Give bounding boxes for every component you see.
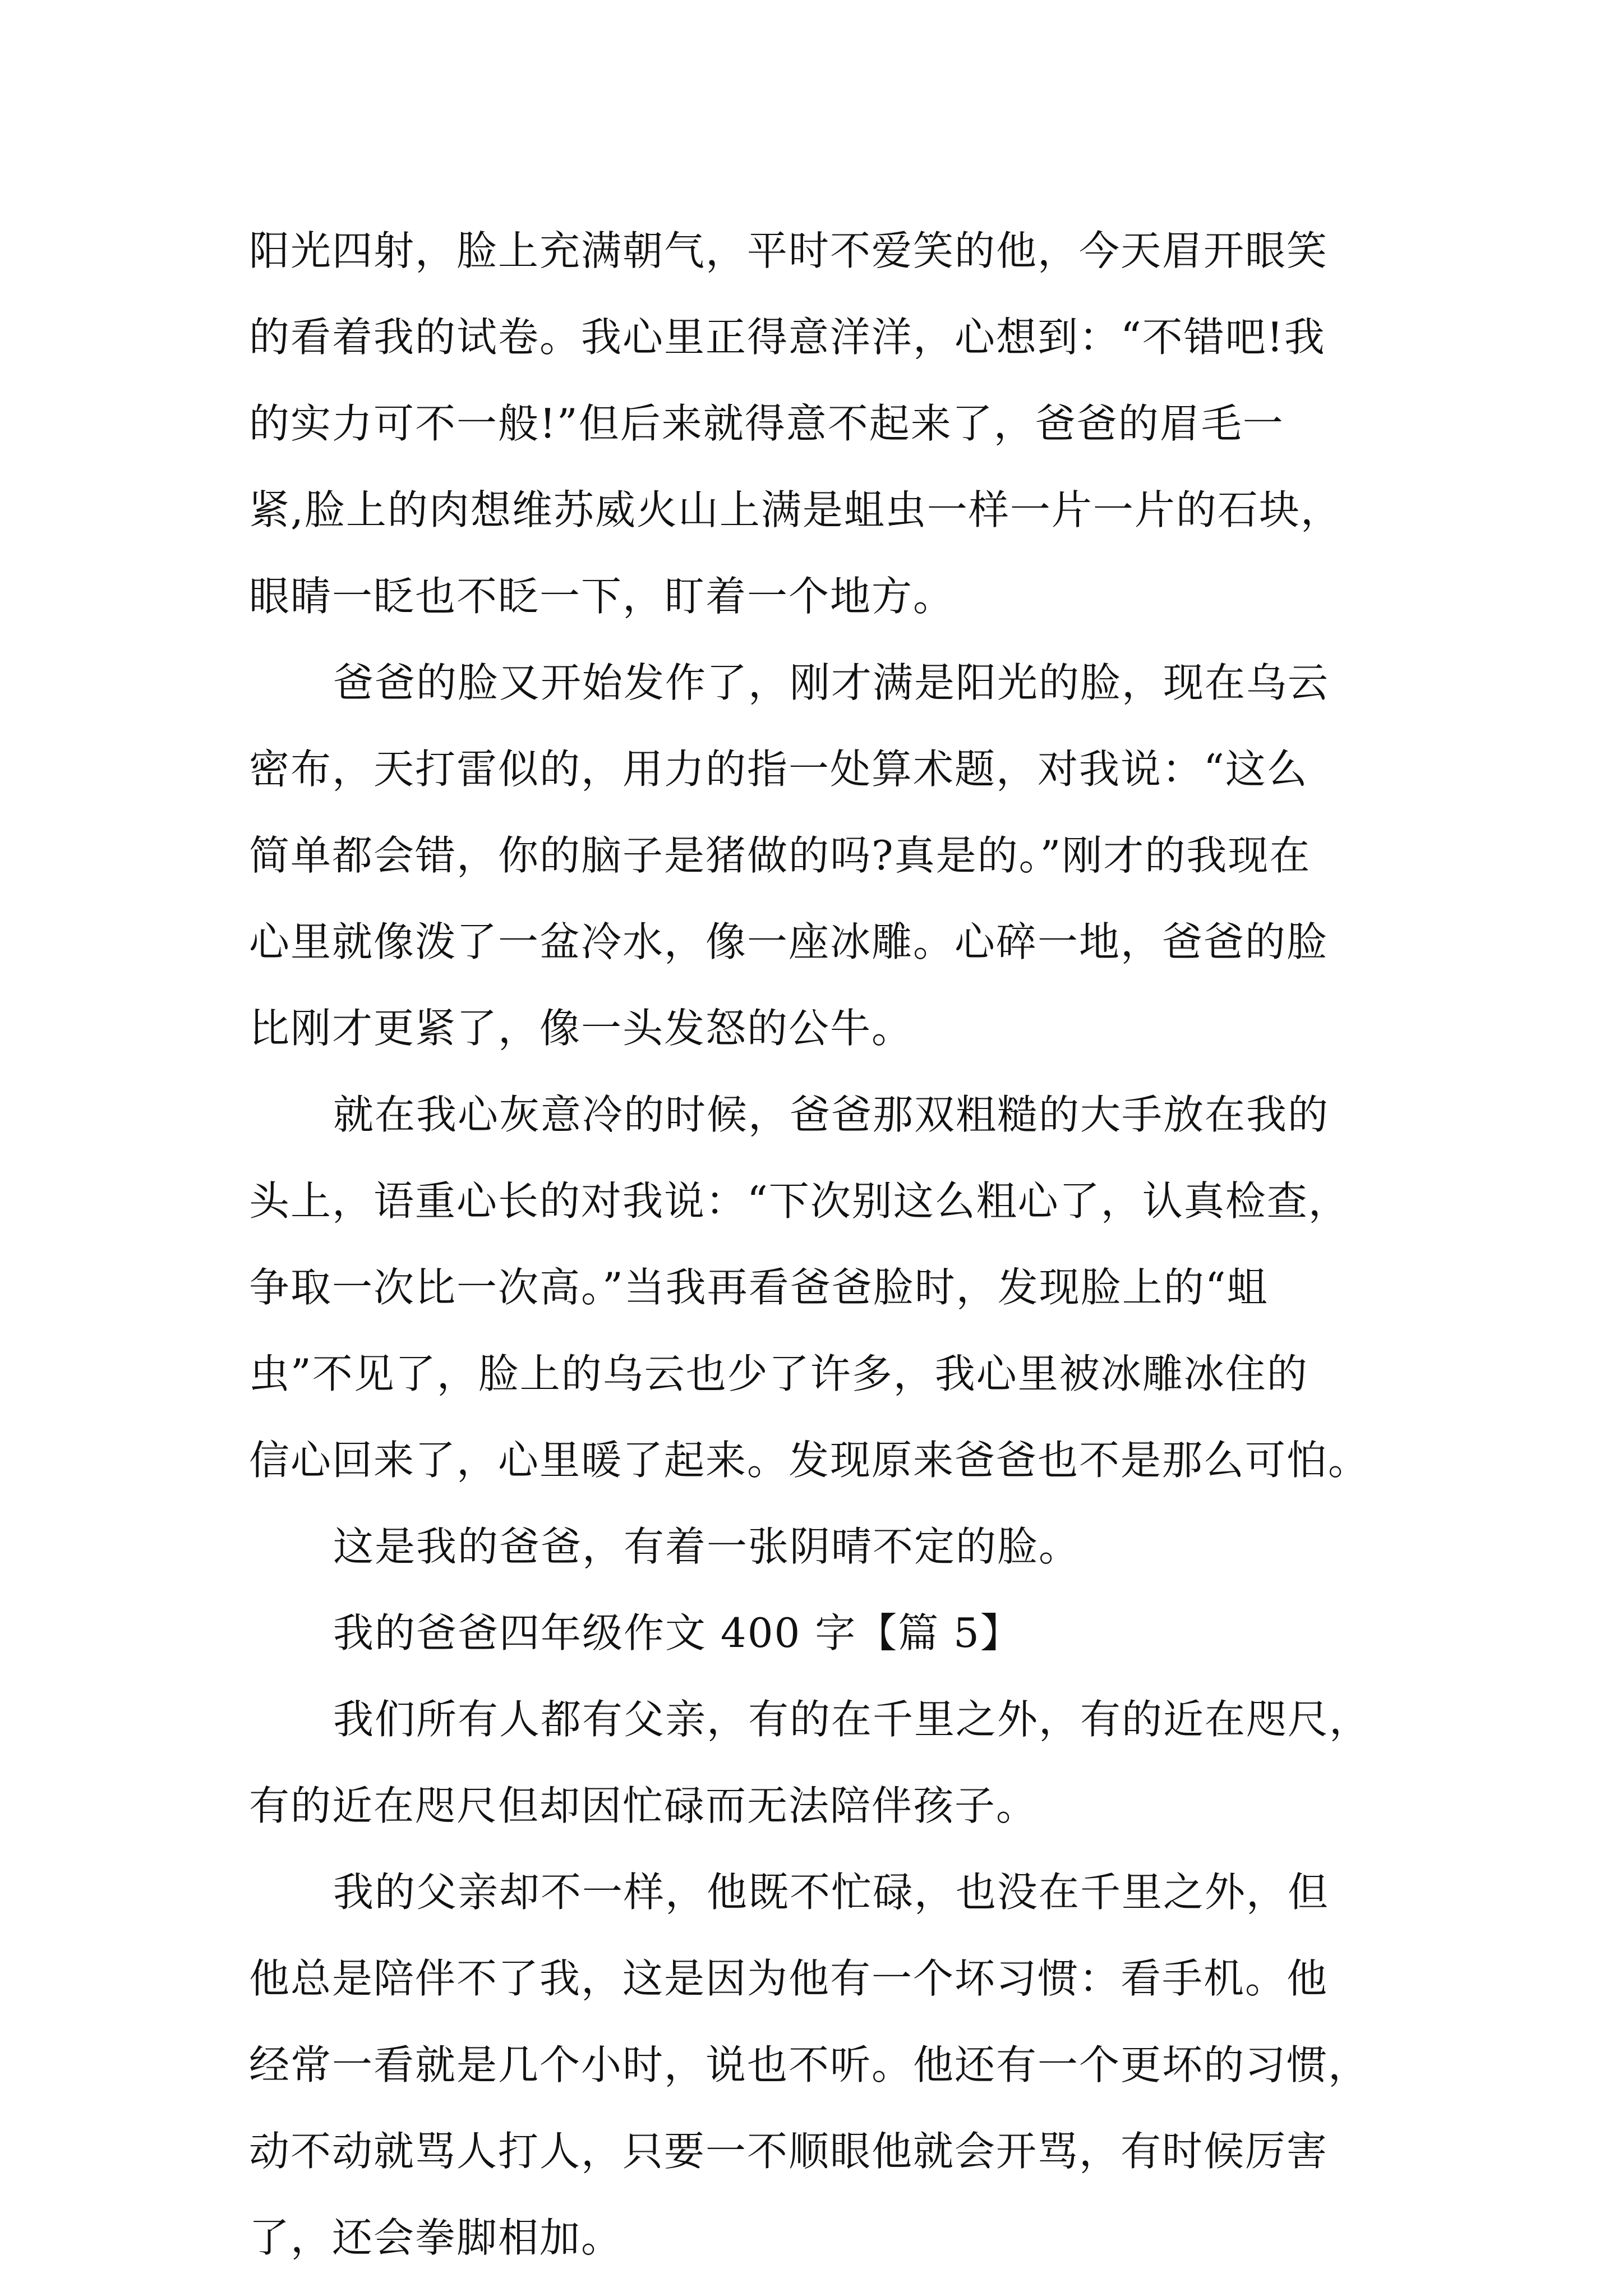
text-line: 眼睛一眨也不眨一下，盯着一个地方。 bbox=[249, 573, 955, 620]
document-body bbox=[249, 208, 1387, 2281]
paragraph-start-line: 我们所有人都有父亲，有的在千里之外，有的近在咫尺， bbox=[333, 1696, 1371, 1743]
paragraph-start-line: 爸爸的脸又开始发作了，刚才满是阳光的脸，现在乌云 bbox=[333, 659, 1330, 706]
text-line: 阳光四射，脸上充满朝气，平时不爱笑的他，今天眉开眼笑 bbox=[249, 227, 1329, 274]
text-line: 的实力可不一般!”但后来就得意不起来了，爸爸的眉毛一 bbox=[249, 400, 1284, 447]
text-line: 简单都会错，你的脑子是猪做的吗?真是的。”刚才的我现在 bbox=[249, 832, 1311, 879]
text-line: 密布，天打雷似的，用力的指一处算术题，对我说：“这么 bbox=[249, 746, 1308, 793]
text-line: 头上，语重心长的对我说：“下次别这么粗心了，认真检查， bbox=[249, 1177, 1350, 1225]
text-line: 了，还会拳脚相加。 bbox=[249, 2214, 623, 2261]
text-line: 有的近在咫尺但却因忙碌而无法陪伴孩子。 bbox=[249, 1782, 1038, 1829]
text-line: 的看着我的试卷。我心里正得意洋洋，心想到：“不错吧!我 bbox=[249, 314, 1326, 361]
paragraph-start-line: 这是我的爸爸，有着一张阴晴不定的脸。 bbox=[333, 1523, 1081, 1570]
text-line: 虫”不见了，脸上的乌云也少了许多，我心里被冰雕冰住的 bbox=[249, 1350, 1308, 1397]
text-line: 动不动就骂人打人，只要一不顺眼他就会开骂，有时候厉害 bbox=[249, 2128, 1329, 2175]
text-line: 争取一次比一次高。”当我再看爸爸脸时，发现脸上的“蛆 bbox=[249, 1264, 1269, 1311]
text-line: 心里就像泼了一盆冷水，像一座冰雕。心碎一地，爸爸的脸 bbox=[249, 918, 1329, 965]
section-heading: 我的爸爸四年级作文 400 字【篇 5】 bbox=[333, 1609, 1022, 1657]
text-line: 经常一看就是几个小时，说也不听。他还有一个更坏的习惯， bbox=[249, 2041, 1370, 2088]
paragraph-start-line: 我的父亲却不一样，他既不忙碌，也没在千里之外，但 bbox=[333, 1869, 1330, 1916]
text-line: 信心回来了，心里暖了起来。发现原来爸爸也不是那么可怕。 bbox=[249, 1437, 1370, 1484]
paragraph-start-line: 就在我心灰意冷的时候，爸爸那双粗糙的大手放在我的 bbox=[333, 1091, 1330, 1138]
text-line: 紧,脸上的肉想维苏威火山上满是蛆虫一样一片一片的石块， bbox=[249, 486, 1342, 533]
text-line: 他总是陪伴不了我，这是因为他有一个坏习惯：看手机。他 bbox=[249, 1955, 1329, 2002]
text-line: 比刚才更紧了，像一头发怒的公牛。 bbox=[249, 1005, 914, 1052]
